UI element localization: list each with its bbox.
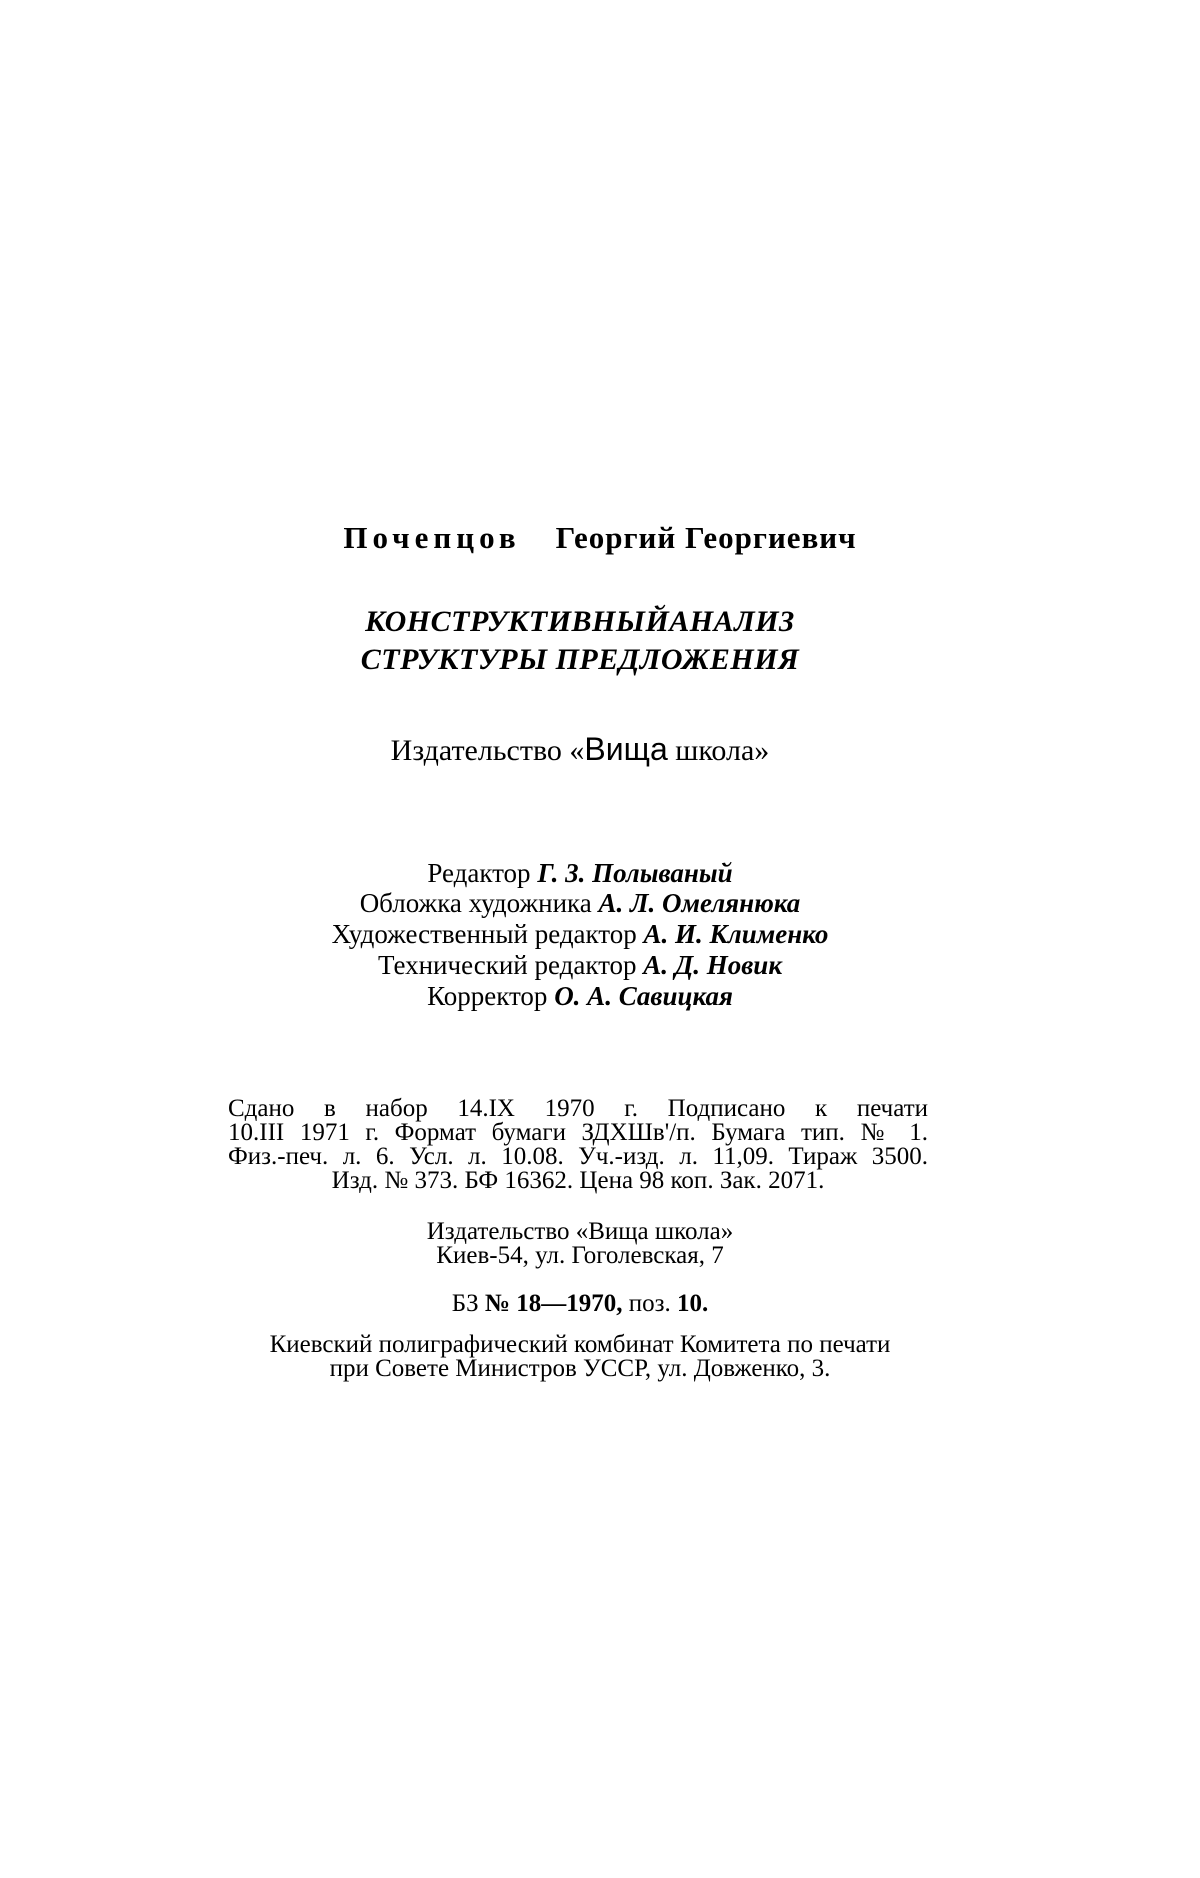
publisher-address: Киев-54, ул. Гоголевская, 7 <box>436 1242 724 1269</box>
imprint-line-4: Изд. № 373. БФ 16362. Цена 98 коп. Зак. 2071. <box>331 1167 825 1194</box>
bz-pos-label: поз. <box>622 1290 678 1317</box>
credit-role: Технический редактор <box>378 950 637 980</box>
publisher-line <box>0 731 1160 768</box>
imprint-line-3: Физ.-печ. л. 6. Усл. л. 10.08. Уч.-изд. л. 11,09. Тираж 3500. <box>228 1143 928 1170</box>
credit-person: А. Д. Новик <box>643 950 782 980</box>
publisher-rest: школа» <box>667 734 770 767</box>
bz-line <box>0 1290 1160 1318</box>
imprint-line-2: 10.III 1971 г. Формат бумаги ЗДХШв'/п. Бумага тип. № 1. <box>228 1119 928 1146</box>
author-given-names: Георгий Георгиевич <box>555 520 857 555</box>
book-title-line-2: СТРУКТУРЫ ПРЕДЛОЖЕНИЯ <box>360 643 800 676</box>
printer-line-1: Киевский полиграфический комбинат Комитета по печати <box>269 1331 891 1358</box>
author-name <box>0 520 1200 556</box>
credit-editor <box>0 858 1160 889</box>
bz-number: № 18—1970, <box>484 1290 623 1317</box>
credit-person: А. И. Клименко <box>643 919 829 949</box>
credit-person: Г. 3. Полываный <box>537 858 733 888</box>
credit-role: Художественный редактор <box>331 919 637 949</box>
author-surname: Почепцов <box>343 520 521 555</box>
credit-role: Корректор <box>427 981 548 1011</box>
publisher-open-quote: « <box>569 734 585 767</box>
credit-person: О. А. Савицкая <box>554 981 733 1011</box>
publisher-brand-word: Вища <box>584 731 668 767</box>
credit-art-editor <box>0 919 1160 950</box>
printer-line-2: при Совете Министров УССР, ул. Довженко, 3. <box>329 1355 831 1382</box>
bz-pos-value: 10. <box>677 1290 709 1317</box>
publisher-name: Издательство «Вища школа» <box>426 1218 734 1245</box>
publisher-prefix: Издательство <box>390 734 570 767</box>
credit-proofreader <box>0 981 1160 1012</box>
book-title-line-1: КОНСТРУКТИВНЫЙАНАЛИЗ <box>365 605 795 638</box>
credit-cover-artist <box>0 888 1160 919</box>
credit-role: Редактор <box>427 858 531 888</box>
credit-role: Обложка художника <box>359 888 592 918</box>
imprint-line-1: Сдано в набор 14.IX 1970 г. Подписано к печати <box>228 1095 928 1122</box>
credit-person: А. Л. Омелянюка <box>598 888 801 918</box>
credit-technical-editor <box>0 950 1160 981</box>
bz-label: БЗ <box>451 1290 479 1317</box>
